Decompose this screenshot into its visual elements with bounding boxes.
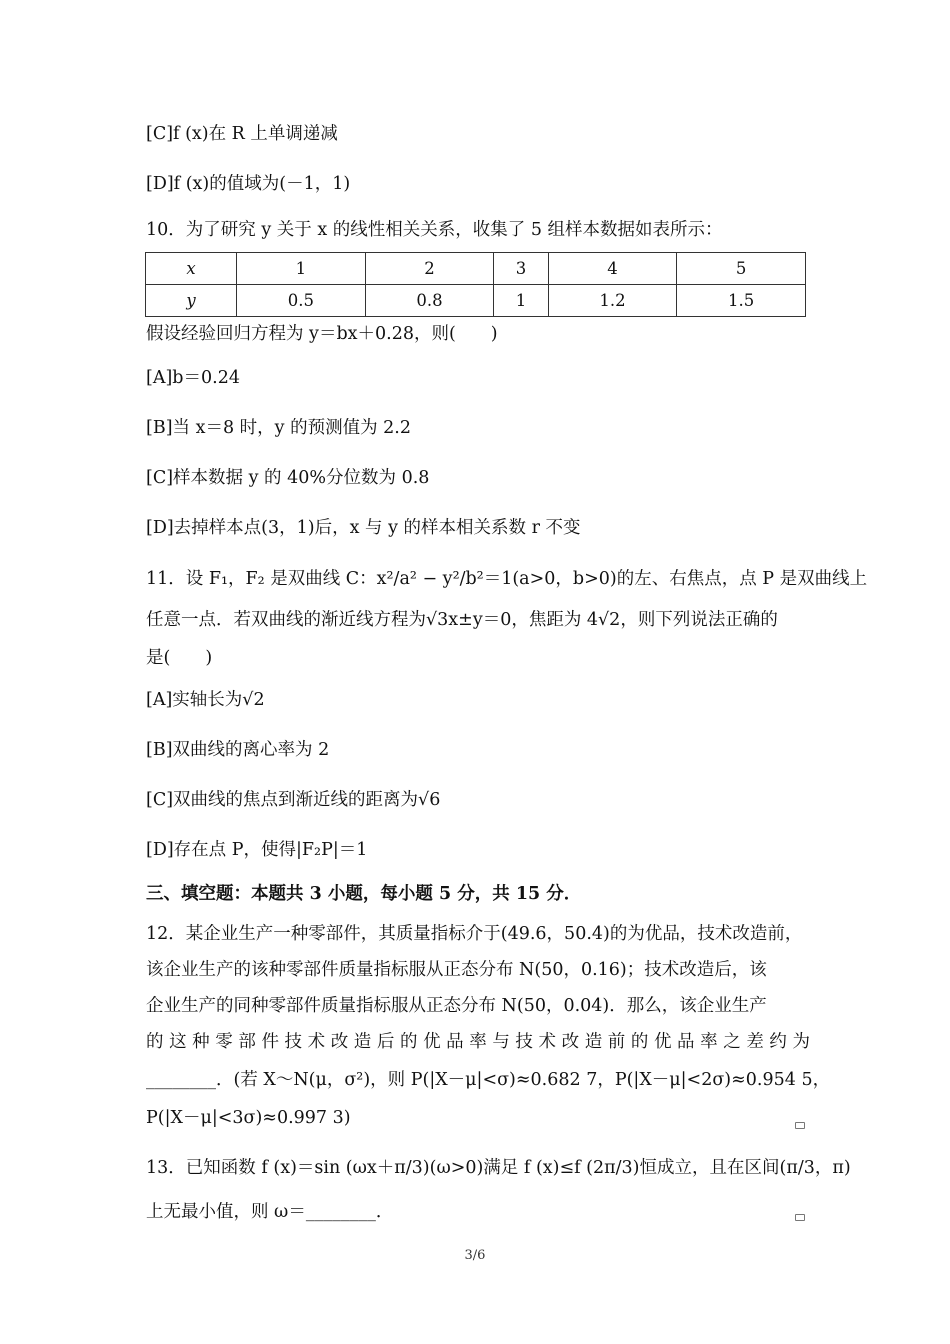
question-12-line2: 该企业生产的该种零部件质量指标服从正态分布 N(50，0.16)；技术改造后，该	[146, 960, 767, 980]
table-cell: 5	[677, 253, 806, 285]
table-cell: 0.8	[365, 285, 494, 317]
option-10d: [D]去掉样本点(3，1)后，x 与 y 的样本相关系数 r 不变	[146, 518, 581, 538]
table-cell: 0.5	[237, 285, 366, 317]
table-cell: 3	[494, 253, 548, 285]
sample-data-table	[145, 252, 806, 317]
question-12-line6: P(|X－μ|<3σ)≈0.997 3)	[146, 1108, 351, 1128]
table-cell: 1.2	[548, 285, 677, 317]
table-cell: 1.5	[677, 285, 806, 317]
question-11-line2: 任意一点．若双曲线的渐近线方程为√3x±y＝0，焦距为 4√2，则下列说法正确的	[146, 610, 778, 630]
answer-marker-icon	[795, 1122, 805, 1129]
option-11c: [C]双曲线的焦点到渐近线的距离为√6	[146, 790, 441, 810]
question-12-line3: 企业生产的同种零部件质量指标服从正态分布 N(50，0.04)．那么，该企业生产	[146, 996, 767, 1016]
question-12-line5: ________．(若 X～N(μ，σ²)，则 P(|X－μ|<σ)≈0.682 7，P(|X－μ|<2σ)≈0.954 5，	[146, 1070, 831, 1090]
table-row	[146, 285, 806, 317]
option-11b: [B]双曲线的离心率为 2	[146, 740, 330, 760]
question-10-stem: 假设经验回归方程为 y＝bx＋0.28，则( )	[146, 324, 498, 344]
table-cell: 4	[548, 253, 677, 285]
page-number: 3/6	[464, 1248, 486, 1263]
option-10b: [B]当 x＝8 时，y 的预测值为 2.2	[146, 418, 411, 438]
question-10: 10．为了研究 y 关于 x 的线性相关关系，收集了 5 组样本数据如表所示：	[146, 220, 723, 240]
question-11-line3: 是( )	[146, 648, 213, 668]
table-header-x: x	[146, 253, 237, 285]
question-11-line1: 11．设 F₁，F₂ 是双曲线 C：x²/a² − y²/b²＝1(a>0，b>0)的左、右焦点，点 P 是双曲线上	[146, 569, 868, 589]
answer-marker-icon	[795, 1214, 805, 1221]
option-9c: [C]f (x)在 R 上单调递减	[146, 124, 338, 144]
option-10c: [C]样本数据 y 的 40%分位数为 0.8	[146, 468, 430, 488]
section-3-heading: 三、填空题：本题共 3 小题，每小题 5 分，共 15 分．	[146, 884, 582, 904]
question-12-line4: 的这种零部件技术改造后的优品率与技术改造前的优品率之差约为	[146, 1032, 810, 1052]
question-13-line2: 上无最小值，则 ω＝________．	[146, 1202, 394, 1222]
option-11a: [A]实轴长为√2	[146, 690, 265, 710]
table-header-y: y	[146, 285, 237, 317]
option-10a: [A]b＝0.24	[146, 368, 240, 388]
table-row	[146, 253, 806, 285]
table-cell: 1	[494, 285, 548, 317]
question-13-line1: 13．已知函数 f (x)＝sin (ωx＋π/3)(ω>0)满足 f (x)≤f (2π/3)恒成立，且在区间(π/3，π)	[146, 1158, 851, 1178]
option-11d: [D]存在点 P，使得|F₂P|＝1	[146, 840, 368, 860]
table-cell: 2	[365, 253, 494, 285]
option-9d: [D]f (x)的值域为(－1，1)	[146, 174, 351, 194]
question-12-line1: 12．某企业生产一种零部件，其质量指标介于(49.6，50.4)的为优品，技术改造前，	[146, 924, 803, 944]
table-cell: 1	[237, 253, 366, 285]
